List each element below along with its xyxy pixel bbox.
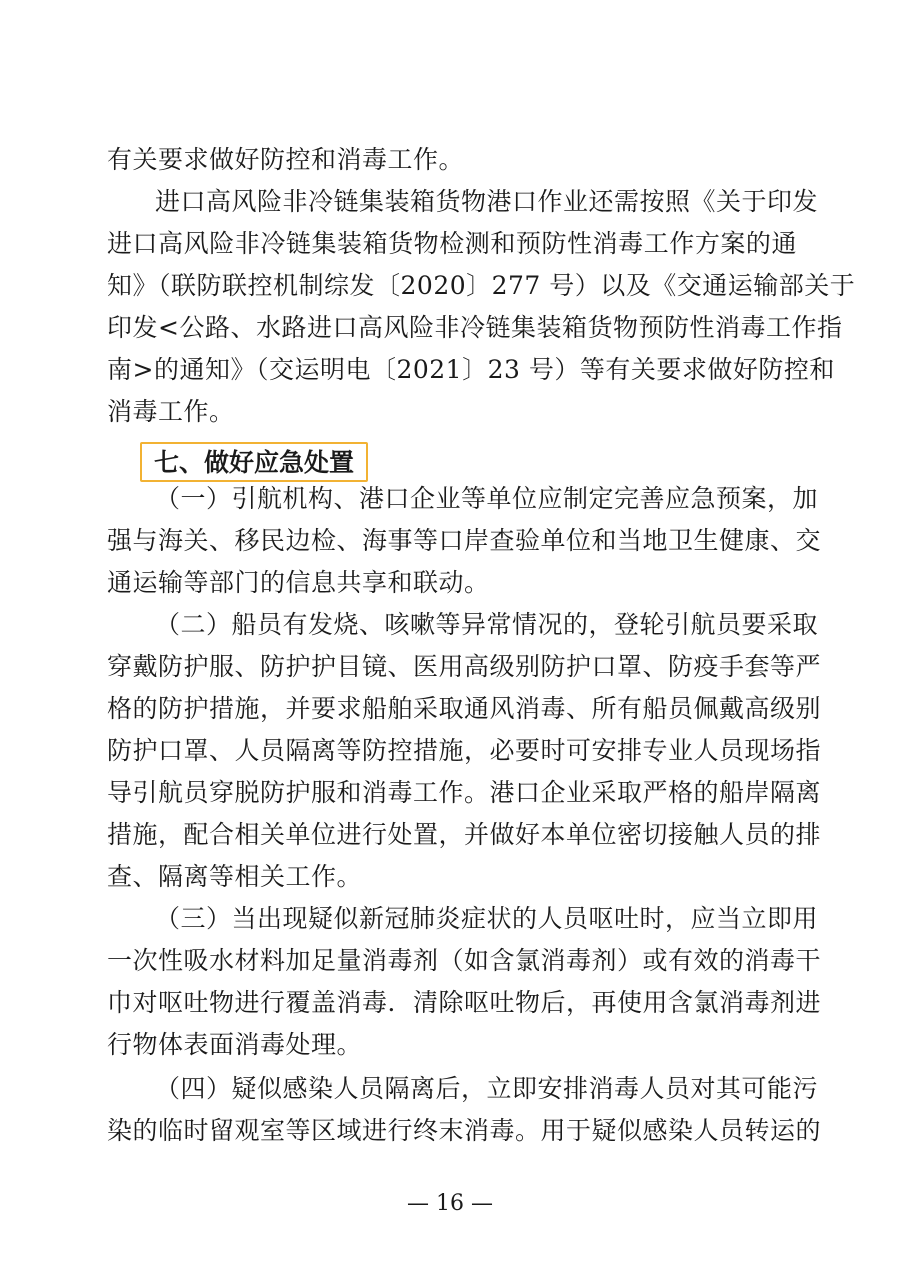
text-line: 知》（联防联控机制综发〔2020〕277 号）以及《交通运输部关于 bbox=[107, 271, 856, 300]
text-line: （二）船员有发烧、咳嗽等异常情况的，登轮引航员要采取 bbox=[155, 610, 819, 639]
text-line: 进口高风险非冷链集装箱货物港口作业还需按照《关于印发 bbox=[155, 187, 819, 216]
text-line: 查、隔离等相关工作。 bbox=[107, 862, 363, 891]
text-line: 行物体表面消毒处理。 bbox=[107, 1030, 363, 1059]
text-line: 导引航员穿脱防护服和消毒工作。港口企业采取严格的船岸隔离 bbox=[107, 778, 822, 807]
text-line: 染的临时留观室等区域进行终末消毒。用于疑似感染人员转运的 bbox=[107, 1116, 822, 1145]
text-line: 一次性吸水材料加足量消毒剂（如含氯消毒剂）或有效的消毒干 bbox=[107, 946, 822, 975]
text-line: （一）引航机构、港口企业等单位应制定完善应急预案，加 bbox=[155, 484, 819, 513]
text-line: （三）当出现疑似新冠肺炎症状的人员呕吐时，应当立即用 bbox=[155, 904, 819, 933]
text-line: 巾对呕吐物进行覆盖消毒．清除呕吐物后，再使用含氯消毒剂进 bbox=[107, 988, 822, 1017]
section-heading: 七、做好应急处置 bbox=[140, 442, 368, 482]
page-number: — 16 — bbox=[407, 1191, 493, 1216]
text-line: 格的防护措施，并要求船舶采取通风消毒、所有船员佩戴高级别 bbox=[107, 694, 822, 723]
text-line: 进口高风险非冷链集装箱货物检测和预防性消毒工作方案的通 bbox=[107, 229, 797, 258]
text-line: 消毒工作。 bbox=[107, 397, 235, 426]
text-line: 通运输等部门的信息共享和联动。 bbox=[107, 568, 490, 597]
text-line: 南>的通知》（交运明电〔2021〕23 号）等有关要求做好防控和 bbox=[107, 355, 835, 384]
text-line: 措施，配合相关单位进行处置，并做好本单位密切接触人员的排 bbox=[107, 820, 822, 849]
text-line: 强与海关、移民边检、海事等口岸查验单位和当地卫生健康、交 bbox=[107, 526, 822, 555]
text-line: 有关要求做好防控和消毒工作。 bbox=[107, 145, 465, 174]
text-line: 防护口罩、人员隔离等防控措施，必要时可安排专业人员现场指 bbox=[107, 736, 822, 765]
text-line: 穿戴防护服、防护护目镜、医用高级别防护口罩、防疫手套等严 bbox=[107, 652, 822, 681]
text-line: （四）疑似感染人员隔离后，立即安排消毒人员对其可能污 bbox=[155, 1074, 819, 1103]
text-line: 印发<公路、水路进口高风险非冷链集装箱货物预防性消毒工作指 bbox=[107, 313, 843, 342]
